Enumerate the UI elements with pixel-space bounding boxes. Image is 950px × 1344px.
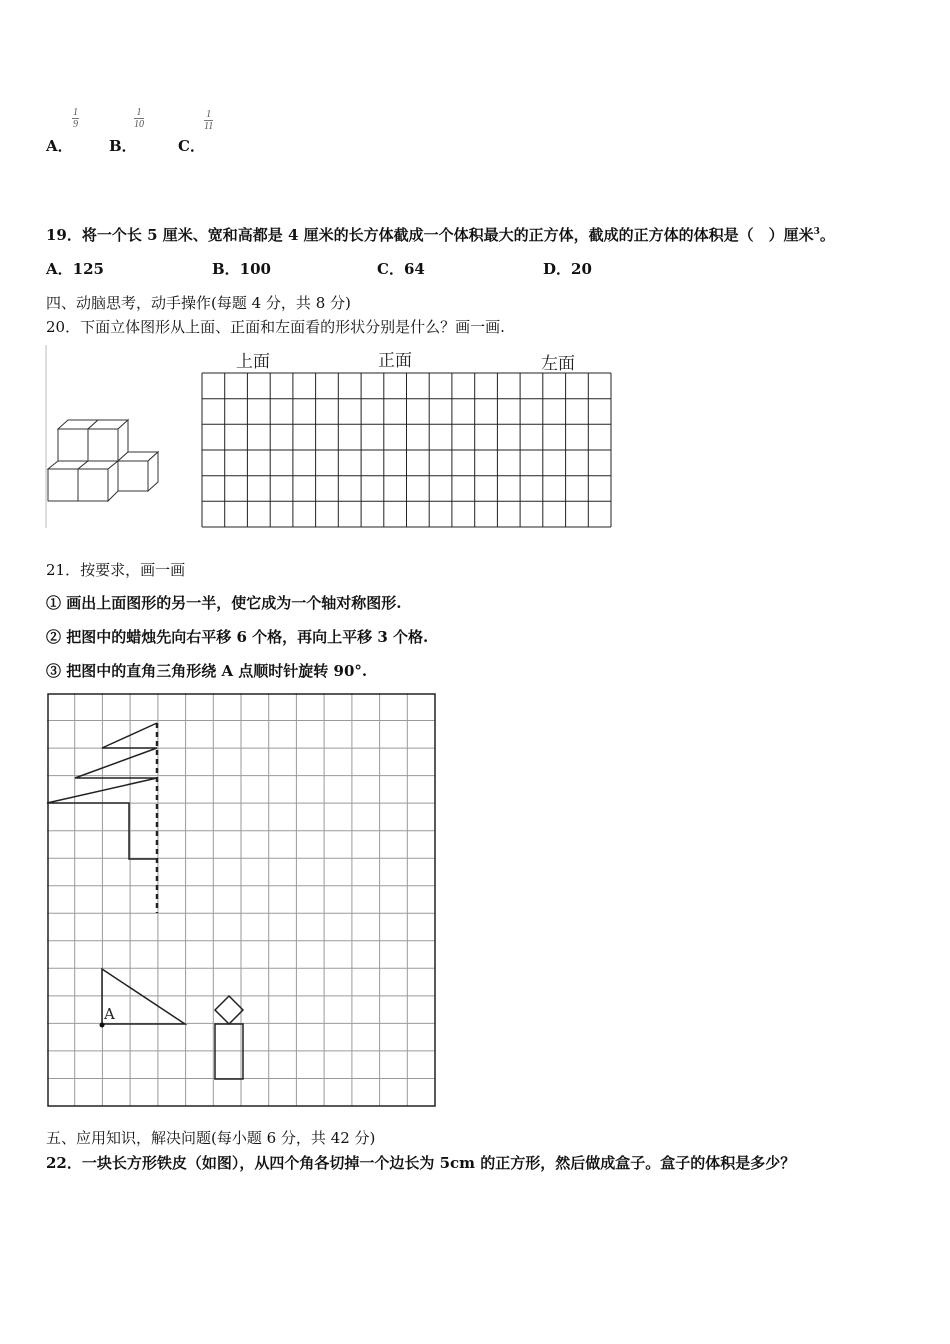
q19-option-c: C．64 <box>377 260 425 278</box>
q19-option-b: B．100 <box>212 260 271 278</box>
q18-option-b-fraction <box>134 107 144 131</box>
candle-body <box>215 1024 243 1079</box>
q22-stem: 22．一块长方形铁皮（如图），从四个角各切掉一个边长为 5cm 的正方形，然后做成盒子。盒子的体积是多少？ <box>46 1154 796 1172</box>
q18-option-c-fraction <box>204 109 213 133</box>
q18-option-b-letter: B． <box>109 137 137 155</box>
q19-option-d: D．20 <box>543 260 592 278</box>
fraction-numerator: 1 <box>73 107 78 118</box>
q20-drawing-grid[interactable] <box>202 373 612 528</box>
q21-item-1: ① 画出上面图形的另一半，使它成为一个轴对称图形. <box>46 594 402 612</box>
q20-stem: 20．下面立体图形从上面、正面和左面看的形状分别是什么？画一画. <box>46 318 505 336</box>
fraction-denominator: 9 <box>73 119 78 130</box>
q18-option-a-fraction <box>72 107 79 131</box>
candle-flame <box>215 996 243 1024</box>
q19-stem <box>46 224 835 245</box>
view-label-front: 正面 <box>378 351 412 371</box>
fraction-numerator: 1 <box>204 109 213 121</box>
q21-gridlines <box>47 693 435 1106</box>
fraction-denominator: 10 <box>134 119 144 130</box>
q18-option-c-letter: C． <box>178 137 205 155</box>
q21-stem: 21．按要求，画一画 <box>46 561 186 579</box>
view-label-left: 左面 <box>541 354 575 374</box>
q21-item-2: ② 把图中的蜡烛先向右平移 6 个格，再向上平移 3 个格. <box>46 628 429 646</box>
q19-stem-end: 。 <box>819 226 835 244</box>
fraction-denominator: 11 <box>204 121 214 132</box>
q19-unit-superscript: 3 <box>813 227 820 237</box>
q21-drawing-grid[interactable] <box>47 693 436 1107</box>
view-label-top: 上面 <box>236 352 270 372</box>
point-a-label: A <box>104 1005 115 1023</box>
section-5-title: 五、应用知识，解决问题(每小题 6 分，共 42 分) <box>46 1129 376 1147</box>
q19-stem-text: 19．将一个长 5 厘米、宽和高都是 4 厘米的长方体截成一个体积最大的正方体，截成的正方体的体积是（ ）厘米 <box>46 226 814 244</box>
q21-item-3: ③ 把图中的直角三角形绕 A 点顺时针旋转 90°. <box>46 662 368 680</box>
q20-cube-figure <box>44 345 164 530</box>
q18-option-a-letter: A． <box>46 137 73 155</box>
fraction-numerator: 1 <box>134 107 144 119</box>
section-4-title: 四、动脑思考，动手操作(每题 4 分，共 8 分) <box>46 294 351 312</box>
point-a-dot <box>100 1023 105 1028</box>
q19-option-a: A．125 <box>46 260 104 278</box>
